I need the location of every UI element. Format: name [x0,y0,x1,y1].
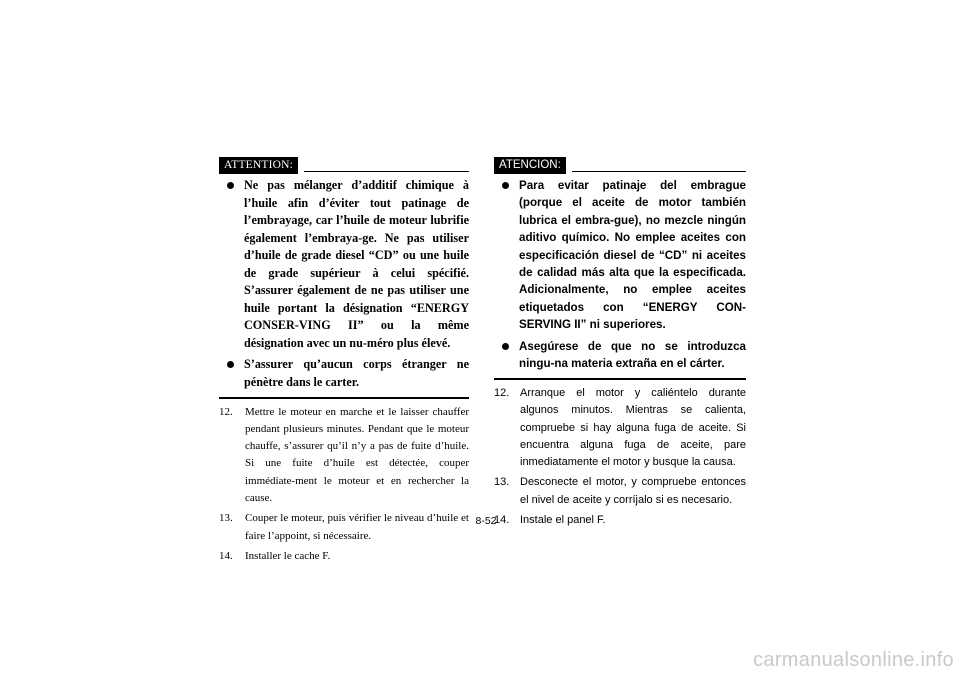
spanish-step-text: Arranque el motor y caliéntelo durante algunos minutos. Mientras se calienta, compruebe si hay alguna fuga de aceite. Si encuentra alguna fuga de aceite, pare inmediatamente el motor y busque la causa. [520,386,746,469]
spanish-step-list [494,385,746,529]
spanish-caution-text: Asegúrese de que no se introduzca ningu-na materia extraña en el cárter. [519,339,746,371]
french-step-number: 12. [219,405,233,418]
french-step-number: 14. [219,549,233,562]
french-step [219,404,469,508]
spanish-caution-header [494,154,746,174]
french-step-list [219,404,469,566]
spanish-step [494,474,746,509]
spanish-step-text: Desconecte el motor, y compruebe entonces el nivel de aceite y corríjalo si es necesario. [520,476,746,506]
spanish-column [494,154,746,532]
spanish-step-number: 13. [494,476,510,489]
french-step [219,548,469,565]
bullet-dot-icon [502,343,509,350]
french-step-text: Installer le cache F. [245,549,331,562]
french-caution-list [219,177,469,391]
spanish-step-text: Instale el panel F. [520,514,606,527]
french-caution-item [219,177,469,352]
french-caution-end-rule [219,397,469,399]
french-caution-header [219,154,469,174]
french-caution-text: Ne pas mélanger d’additif chimique à l’huile afin d’éviter tout patinage de l’embrayage, car l’huile de moteur lubrifie également l’embraya-ge. Ne pas utiliser d’huile de grade diesel “CD” ou une huile de grade supérieur à celui spécifié. S’assurer également de ne pas utiliser une huile portant la désignation “ENERGY CONSER-VING II” ou la même désignation avec un nu-méro plus élevé. [244,178,469,350]
spanish-step-number: 14. [494,514,510,527]
watermark: carmanualsonline.info [753,649,954,671]
bullet-dot-icon [502,182,509,189]
french-step-number: 13. [219,512,233,525]
spanish-step [494,385,746,471]
spanish-caution-rule [572,171,746,173]
page-number: 8-52 [475,515,497,527]
french-caution-rule [304,171,469,173]
spanish-caution-text: Para evitar patinaje del embrague (porque el aceite de motor también lubrica el embra-gue), no mezcle ningún aditivo químico. No emplee aceites con especificación diesel de “CD” ni aceites de calidad más alta que la especificada. Adicionalmente, no emplee aceites etiquetados con “ENERGY CON-SERVING II” ni superiores. [519,179,746,332]
spanish-caution-label: ATENCION: [494,157,566,174]
french-step-text: Mettre le moteur en marche et le laisser chauffer pendant plusieurs minutes. Pendant que le moteur chauffe, s’assurer qu’il n’y a pas de fuite d’huile. Si une fuite d’huile est détectée, couper immédiate-ment le moteur et en rechercher la cause. [245,405,469,504]
spanish-step-number: 12. [494,386,510,399]
french-caution-item [219,356,469,391]
bullet-dot-icon [227,182,234,189]
french-column [219,154,469,568]
bullet-dot-icon [227,361,234,368]
french-caution-text: S’assurer qu’aucun corps étranger ne pénètre dans le carter. [244,357,469,389]
spanish-caution-list [494,177,746,372]
french-step-text: Couper le moteur, puis vérifier le niveau d’huile et faire l’appoint, si nécessaire. [245,512,469,542]
spanish-caution-end-rule [494,378,746,380]
spanish-caution-item [494,338,746,373]
spanish-caution-item [494,177,746,334]
french-caution-label: ATTENTION: [219,157,298,174]
